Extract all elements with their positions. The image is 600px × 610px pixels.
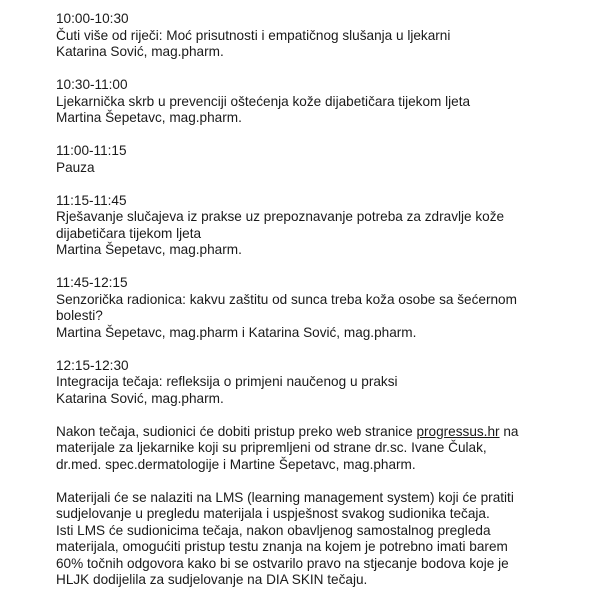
- lms-line: materijala, omogućiti pristup testu znanja na kojem je potrebno imati barem: [56, 539, 508, 554]
- progressus-link[interactable]: progressus.hr: [416, 423, 500, 439]
- session-title-line-1: Rješavanje slučajeva iz prakse uz prepoznavanje potreba za zdravlje kože: [56, 209, 505, 224]
- program-document: [56, 11, 576, 605]
- session-time: 11:00-11:15: [56, 143, 127, 158]
- session-title: Čuti više od riječi: Moć prisutnosti i empatičnog slušanja u ljekarni: [56, 27, 451, 43]
- session-time: 11:45-12:15: [56, 275, 128, 290]
- session-4: [56, 193, 576, 259]
- session-title-line-2: dijabetičara tijekom ljeta: [56, 225, 202, 241]
- session-title-line-1: Senzorička radionica: kakvu zaštitu od sunca treba koža osobe sa šećernom: [56, 291, 517, 307]
- session-title-line-2: bolesti?: [56, 308, 103, 323]
- session-title: Pauza: [56, 159, 95, 175]
- lms-paragraph: [56, 490, 576, 589]
- session-time: 10:00-10:30: [56, 11, 129, 26]
- access-line-2: materijale za ljekarnike koji su pripremljeni od strane dr.sc. Ivane Čulak,: [56, 440, 487, 455]
- session-title: Ljekarnička skrb u prevenciji oštećenja kože dijabetičara tijekom ljeta: [56, 93, 471, 109]
- session-5: [56, 275, 576, 341]
- session-speaker: Martina Šepetavc, mag.pharm i Katarina Sović, mag.pharm.: [56, 324, 417, 340]
- lms-line: Materijali će se nalaziti na LMS (learning management system) koji će pratiti: [56, 489, 514, 505]
- access-text-before-link: Nakon tečaja, sudionici će dobiti pristup preko web stranice: [56, 423, 417, 439]
- lms-line: HLJK dodijelila za sudjelovanje na DIA SKIN tečaju.: [56, 572, 368, 587]
- access-text-after-link: na: [499, 423, 519, 439]
- session-3: [56, 143, 576, 176]
- session-speaker: Martina Šepetavc, mag.pharm.: [56, 242, 242, 257]
- session-2: [56, 77, 576, 127]
- session-1: [56, 11, 576, 61]
- session-time: 12:15-12:30: [56, 357, 129, 373]
- session-title: Integracija tečaja: refleksija o primjeni naučenog u praksi: [56, 374, 398, 389]
- access-line-1: [56, 424, 576, 441]
- session-speaker: Martina Šepetavc, mag.pharm.: [56, 110, 242, 125]
- session-speaker: Katarina Sović, mag.pharm.: [56, 44, 224, 59]
- session-6: [56, 358, 576, 408]
- access-line-3: dr.med. spec.dermatologije i Martine Šepetavc, mag.pharm.: [56, 456, 416, 472]
- lms-line: 60% točnih odgovora kako bi se ostvarilo pravo na stjecanje bodova koje je: [56, 555, 509, 571]
- access-paragraph: [56, 424, 576, 474]
- session-time: 11:15-11:45: [56, 192, 127, 208]
- session-time: 10:30-11:00: [56, 77, 128, 92]
- lms-line: Isti LMS će sudionicima tečaja, nakon obavljenog samostalnog pregleda: [56, 522, 491, 538]
- lms-line: sudjelovanje u pregledu materijala i uspješnost svakog sudionika tečaja.: [56, 506, 490, 521]
- session-speaker: Katarina Sović, mag.pharm.: [56, 390, 224, 406]
